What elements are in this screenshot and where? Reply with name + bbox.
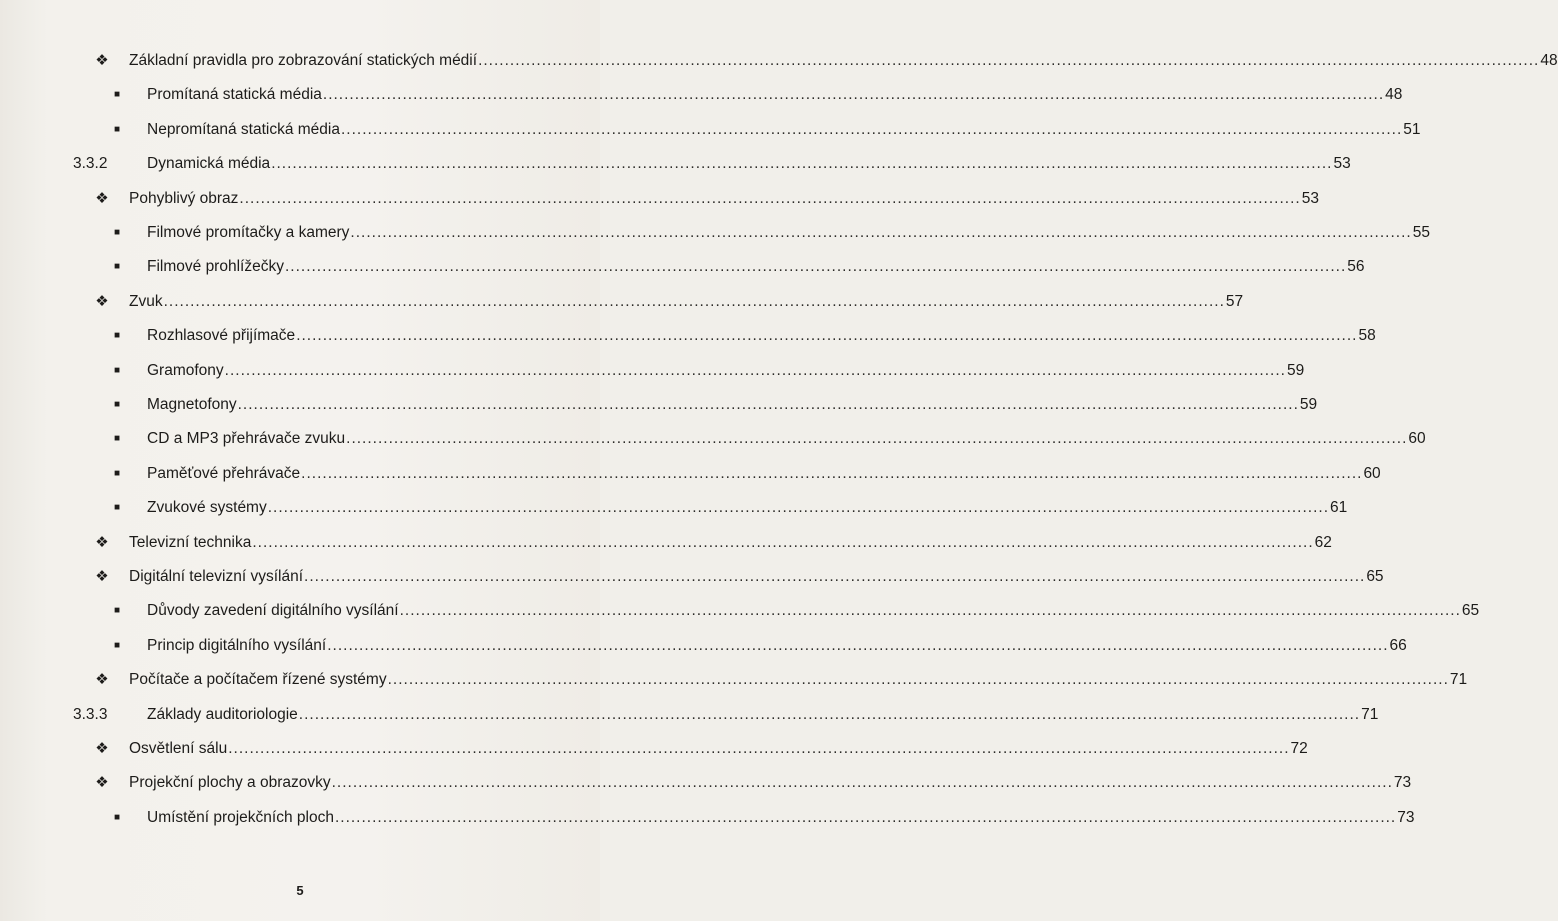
entry-page-number: 61 <box>1330 499 1348 517</box>
toc-entry-line <box>147 257 1365 277</box>
entry-page-number: 65 <box>1366 568 1384 585</box>
toc-entry <box>0 766 1412 800</box>
square-bullet-icon: ■ <box>113 123 121 135</box>
entry-page-number: 48 <box>1385 86 1403 104</box>
entry-title: Pohyblivý obraz <box>129 189 239 207</box>
entry-title: CD a MP3 přehrávače zvuku <box>147 430 346 448</box>
entry-page-number: 60 <box>1408 430 1426 448</box>
entry-page-number: 51 <box>1403 120 1421 138</box>
toc-entry <box>0 250 1365 284</box>
toc-entry <box>0 491 1348 525</box>
toc-entry <box>0 78 1403 112</box>
toc-entry <box>0 629 1407 663</box>
dot-leader: ........................................................................................................................................................................................................ <box>296 327 1358 345</box>
section-number: 3.3.2 <box>73 155 108 173</box>
toc-entry <box>0 526 1332 560</box>
dot-leader: ........................................................................................................................................................................................................ <box>224 361 1286 379</box>
diamond-bullet-icon: ❖ <box>95 52 109 69</box>
entry-page-number: 59 <box>1299 396 1318 413</box>
toc-entry-line <box>147 498 1348 518</box>
diamond-bullet-icon: ❖ <box>95 568 109 585</box>
dot-leader: ........................................................................................................................................................................................................ <box>304 568 1366 585</box>
toc-entry-line <box>147 326 1376 346</box>
square-bullet-icon: ■ <box>113 399 121 410</box>
entry-title: Základy auditoriologie <box>147 705 298 723</box>
entry-title: Filmové promítačky a kamery <box>147 224 350 241</box>
entry-title: Televizní technika <box>129 533 252 551</box>
toc-entry-line <box>147 636 1407 656</box>
toc-entry <box>0 113 1421 147</box>
toc-entry-line <box>147 120 1421 140</box>
entry-page-number: 71 <box>1361 705 1379 723</box>
diamond-bullet-icon: ❖ <box>95 533 109 551</box>
entry-title: Důvody zavedení digitálního vysílání <box>147 602 399 620</box>
square-bullet-icon: ■ <box>113 89 121 101</box>
section-number: 3.3.3 <box>73 705 108 723</box>
toc-entry-line <box>147 361 1305 381</box>
toc-entry-line <box>129 670 1468 690</box>
entry-title: Magnetofony <box>147 396 237 413</box>
page-number: 5 <box>296 883 304 898</box>
toc-entry <box>0 457 1381 491</box>
entry-title: Filmové prohlížečky <box>147 258 284 276</box>
diamond-bullet-icon: ❖ <box>95 671 109 689</box>
toc-entry <box>0 560 1384 594</box>
toc-entry-line <box>147 464 1381 484</box>
square-bullet-icon: ■ <box>113 502 121 514</box>
toc-entry <box>0 422 1426 456</box>
dot-leader: ........................................................................................................................................................................................................ <box>298 705 1361 723</box>
entry-title: Paměťové přehrávače <box>147 464 301 482</box>
entry-page-number: 72 <box>1290 740 1308 757</box>
entry-page-number: 53 <box>1333 155 1351 173</box>
toc-entry <box>0 698 1379 732</box>
toc-entry <box>0 732 1308 766</box>
diamond-bullet-icon: ❖ <box>95 740 109 757</box>
entry-page-number: 55 <box>1412 224 1430 241</box>
dot-leader: ........................................................................................................................................................................................................ <box>271 155 1333 173</box>
toc-entry <box>0 285 1244 319</box>
entry-page-number: 62 <box>1314 533 1332 551</box>
dot-leader: ........................................................................................................................................................................................................ <box>239 189 1301 207</box>
entry-title: Zvukové systémy <box>147 499 267 517</box>
entry-page-number: 73 <box>1397 808 1415 826</box>
square-bullet-icon: ■ <box>113 467 121 479</box>
dot-leader: ........................................................................................................................................................................................................ <box>478 52 1540 69</box>
toc-entry <box>0 44 1558 78</box>
entry-title: Základní pravidla pro zobrazování statických médií <box>129 52 478 69</box>
dot-leader: ........................................................................................................................................................................................................ <box>252 533 1314 551</box>
square-bullet-icon: ■ <box>113 433 121 445</box>
dot-leader: ........................................................................................................................................................................................................ <box>346 430 1408 448</box>
entry-page-number: 73 <box>1393 774 1412 792</box>
entry-title: Digitální televizní vysílání <box>129 568 304 585</box>
entry-page-number: 60 <box>1363 464 1381 482</box>
toc-entry <box>0 801 1415 835</box>
toc-entry-line <box>147 85 1403 105</box>
dot-leader: ........................................................................................................................................................................................................ <box>237 396 1299 413</box>
diamond-bullet-icon: ❖ <box>95 774 109 792</box>
toc-entry-line <box>129 51 1558 71</box>
toc-entry-line <box>129 567 1384 587</box>
entry-title: Promítaná statická média <box>147 86 322 104</box>
toc-entry-line <box>147 395 1318 415</box>
toc-entry <box>0 216 1430 250</box>
square-bullet-icon: ■ <box>113 605 121 617</box>
square-bullet-icon: ■ <box>113 811 121 823</box>
dot-leader: ........................................................................................................................................................................................................ <box>301 464 1363 482</box>
square-bullet-icon: ■ <box>113 639 121 651</box>
toc-entry-line <box>129 292 1244 312</box>
entry-page-number: 58 <box>1358 327 1376 345</box>
diamond-bullet-icon: ❖ <box>95 189 109 207</box>
toc-entry-line <box>129 533 1332 553</box>
entry-page-number: 71 <box>1449 671 1468 689</box>
dot-leader: ........................................................................................................................................................................................................ <box>322 86 1385 104</box>
toc-entry <box>0 388 1318 422</box>
toc-entry-line <box>147 808 1415 828</box>
toc-entry <box>0 182 1319 216</box>
dot-leader: ........................................................................................................................................................................................................ <box>350 224 1412 241</box>
dot-leader: ........................................................................................................................................................................................................ <box>228 740 1290 757</box>
square-bullet-icon: ■ <box>113 227 121 238</box>
square-bullet-icon: ■ <box>113 330 121 342</box>
entry-page-number: 59 <box>1286 361 1305 379</box>
entry-title: Rozhlasové přijímače <box>147 327 296 345</box>
diamond-bullet-icon: ❖ <box>95 292 109 310</box>
entry-title: Projekční plochy a obrazovky <box>129 774 331 792</box>
dot-leader: ........................................................................................................................................................................................................ <box>399 602 1461 620</box>
entry-title: Princip digitálního vysílání <box>147 636 327 654</box>
entry-page-number: 56 <box>1347 258 1365 276</box>
toc-entry-line <box>147 601 1480 621</box>
entry-title: Dynamická média <box>147 155 271 173</box>
toc-entry-line <box>147 705 1379 725</box>
dot-leader: ........................................................................................................................................................................................................ <box>331 774 1393 792</box>
dot-leader: ........................................................................................................................................................................................................ <box>267 499 1330 517</box>
dot-leader: ........................................................................................................................................................................................................ <box>334 808 1397 826</box>
entry-page-number: 66 <box>1389 636 1407 654</box>
square-bullet-icon: ■ <box>113 261 121 273</box>
toc-entry-line <box>147 429 1426 449</box>
toc-entry-line <box>129 773 1412 793</box>
entry-page-number: 53 <box>1301 189 1319 207</box>
entry-page-number: 65 <box>1461 602 1480 620</box>
dot-leader: ........................................................................................................................................................................................................ <box>340 120 1403 138</box>
toc-entry <box>0 594 1480 628</box>
entry-page-number: 57 <box>1225 292 1244 310</box>
entry-title: Umístění projekčních ploch <box>147 808 334 826</box>
square-bullet-icon: ■ <box>113 364 121 376</box>
toc-entry <box>0 147 1351 181</box>
entry-page-number: 48 <box>1540 52 1558 69</box>
toc-entry <box>0 319 1376 353</box>
dot-leader: ........................................................................................................................................................................................................ <box>327 636 1389 654</box>
dot-leader: ........................................................................................................................................................................................................ <box>284 258 1347 276</box>
toc-entry-line <box>129 189 1319 209</box>
entry-title: Osvětlení sálu <box>129 740 228 757</box>
entry-title: Gramofony <box>147 361 224 379</box>
toc-entry <box>0 354 1305 388</box>
entry-title: Počítače a počítačem řízené systémy <box>129 671 387 689</box>
toc-entry-line <box>147 154 1351 174</box>
toc-entry-line <box>147 223 1430 243</box>
dot-leader: ........................................................................................................................................................................................................ <box>163 292 1225 310</box>
dot-leader: ........................................................................................................................................................................................................ <box>387 671 1449 689</box>
toc-entry <box>0 663 1468 697</box>
entry-title: Nepromítaná statická média <box>147 120 340 138</box>
entry-title: Zvuk <box>129 292 163 310</box>
toc-entry-line <box>129 739 1308 759</box>
